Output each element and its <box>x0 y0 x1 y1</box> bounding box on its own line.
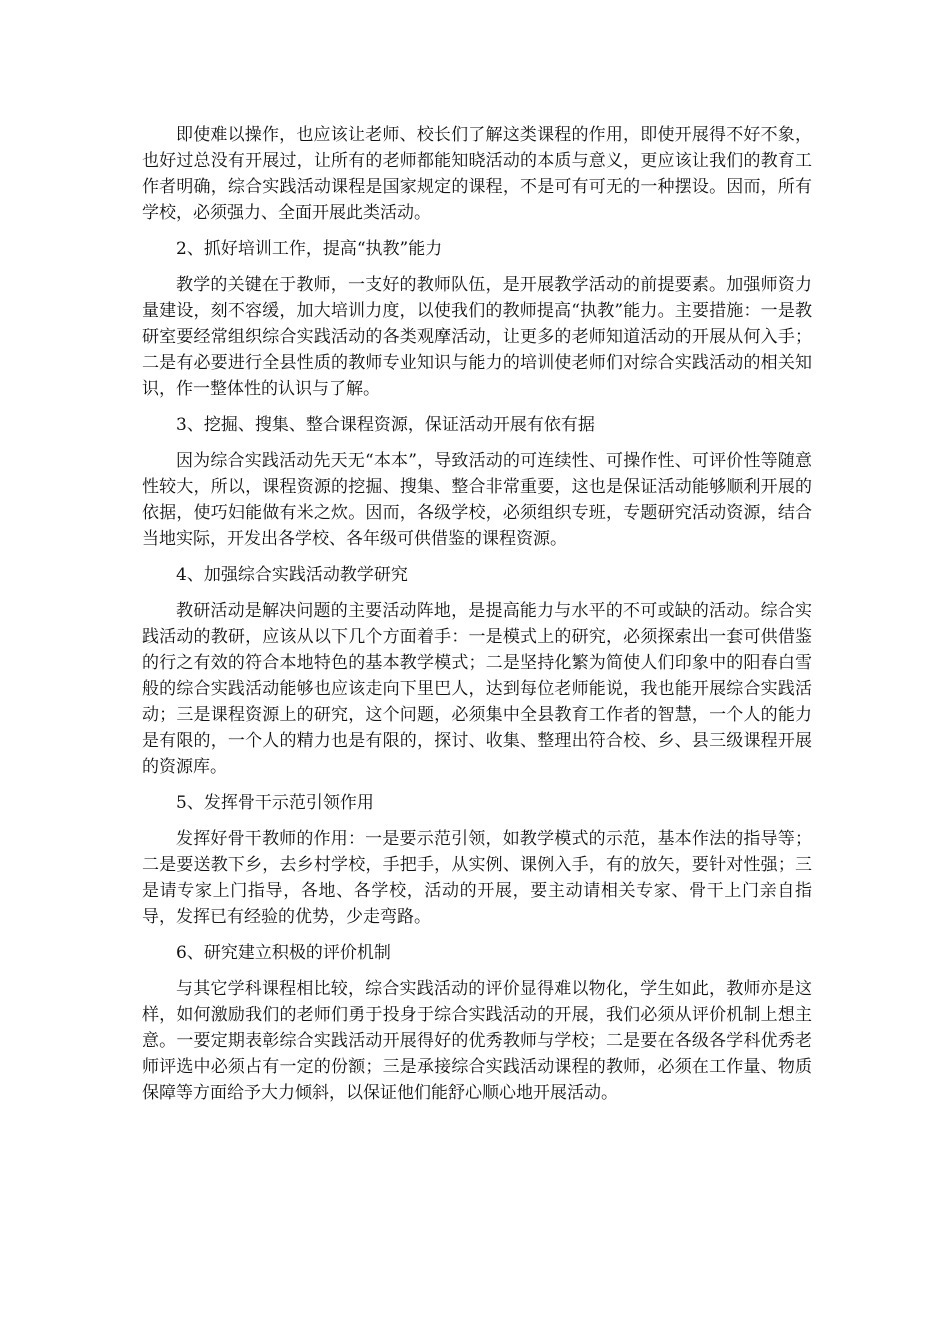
paragraph-training: 教学的关键在于教师，一支好的教师队伍，是开展教学活动的前提要素。加强师资力量建设，刻不容缓，加大培训力度，以使我们的教师提高“执教”能力。主要措施：一是教研室要经常组织综合实践活动的各类观摩活动，让更多的老师知道活动的开展从何入手；二是有必要进行全县性质的教师专业知识与能力的培训使老师们对综合实践活动的相关知识，作一整体性的认识与了解。 <box>142 275 812 399</box>
section-heading-5: 5、发挥骨干示范引领作用 <box>176 793 374 813</box>
paragraph-intro: 即使难以操作，也应该让老师、校长们了解这类课程的作用，即使开展得不好不象，也好过总没有开展过，让所有的老师都能知晓活动的本质与意义，更应该让我们的教育工作者明确，综合实践活动课程是国家规定的课程，不是可有可无的一种摆设。因而，所有学校，必须强力、全面开展此类活动。 <box>142 125 812 223</box>
section-heading-3: 3、挖掘、搜集、整合课程资源，保证活动开展有依有据 <box>176 415 595 435</box>
paragraph-backbone: 发挥好骨干教师的作用：一是要示范引领，如教学模式的示范，基本作法的指导等；二是要送教下乡，去乡村学校，手把手，从实例、课例入手，有的放矢，要针对性强；三是请专家上门指导，各地、各学校，活动的开展，要主动请相关专家、骨干上门亲自指导，发挥已有经验的优势，少走弯路。 <box>142 829 812 927</box>
section-heading-2: 2、抓好培训工作，提高“执教”能力 <box>176 239 443 259</box>
paragraph-evaluation: 与其它学科课程相比较，综合实践活动的评价显得难以物化，学生如此，教师亦是这样，如何激励我们的老师们勇于投身于综合实践活动的开展，我们必须从评价机制上想主意。一要定期表彰综合实践活动开展得好的优秀教师与学校；二是要在各级各学科优秀老师评选中必须占有一定的份额；三是承接综合实践活动课程的教师，必须在工作量、物质保障等方面给予大力倾斜，以保证他们能舒心顺心地开展活动。 <box>142 979 812 1103</box>
paragraph-research: 教研活动是解决问题的主要活动阵地，是提高能力与水平的不可或缺的活动。综合实践活动的教研，应该从以下几个方面着手：一是模式上的研究，必须探索出一套可供借鉴的行之有效的符合本地特色的基本教学模式；二是坚持化繁为简使人们印象中的阳春白雪般的综合实践活动能够也应该走向下里巴人，达到每位老师能说，我也能开展综合实践活动；三是课程资源上的研究，这个问题，必须集中全县教育工作者的智慧，一个人的能力是有限的，一个人的精力也是有限的，探讨、收集、整理出符合校、乡、县三级课程开展的资源库。 <box>142 601 812 777</box>
section-heading-4: 4、加强综合实践活动教学研究 <box>176 565 408 585</box>
document-body <box>142 122 812 1106</box>
paragraph-resources: 因为综合实践活动先天无“本本”，导致活动的可连续性、可操作性、可评价性等随意性较大，所以，课程资源的挖掘、搜集、整合非常重要，这也是保证活动能够顺利开展的依据，使巧妇能做有米之炊。因而，各级学校，必须组织专班，专题研究活动资源，结合当地实际，开发出各学校、各年级可供借鉴的课程资源。 <box>142 451 812 549</box>
section-heading-6: 6、研究建立积极的评价机制 <box>176 943 391 963</box>
